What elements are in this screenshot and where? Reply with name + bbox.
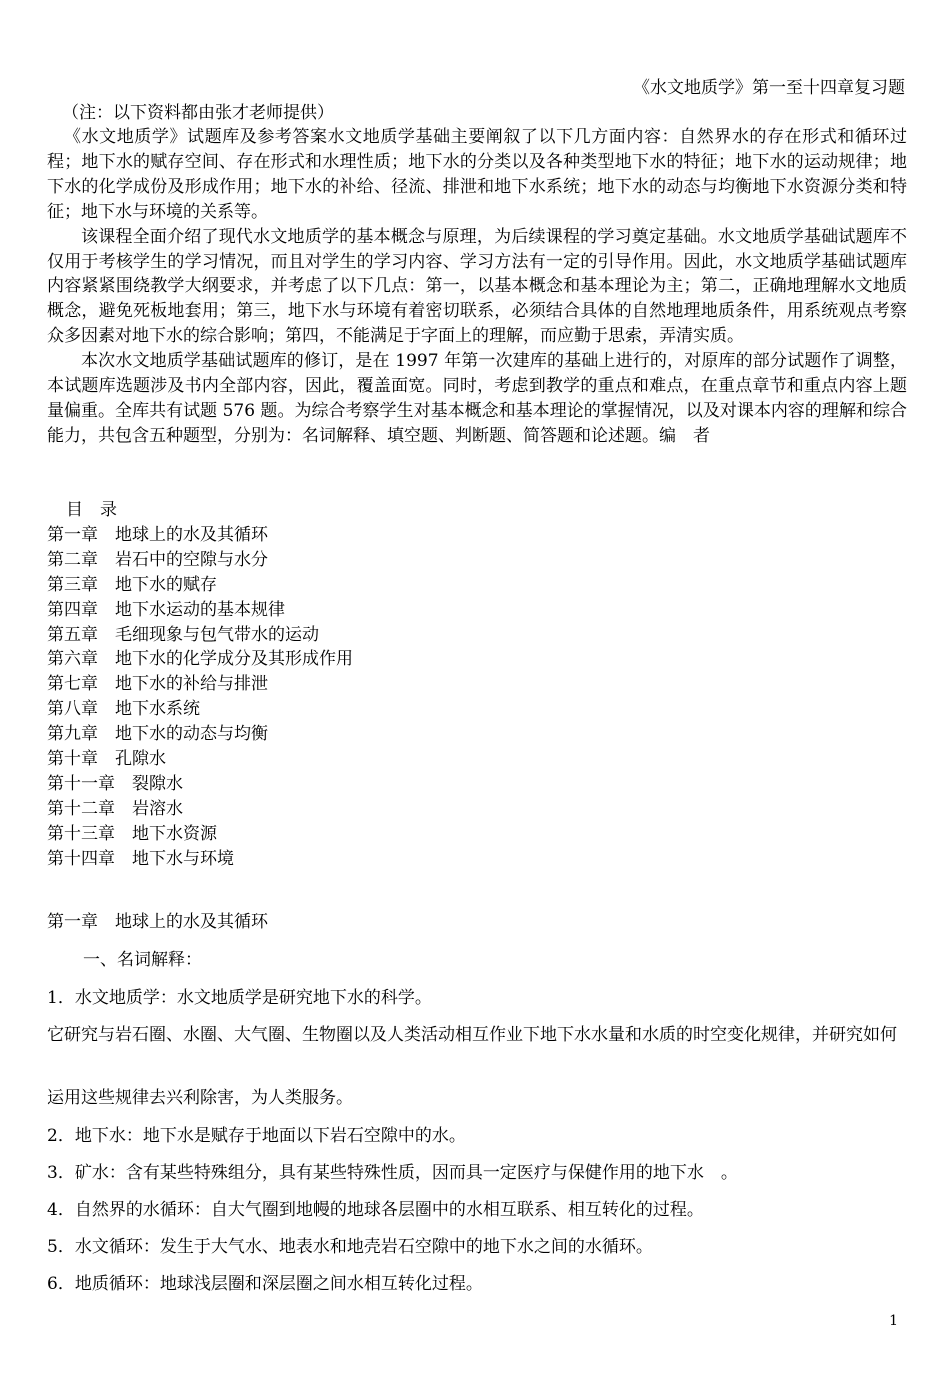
definition-item: 3．矿水：含有某些特殊组分，具有某些特殊性质，因而具一定医疗与保健作用的地下水 。	[47, 1163, 738, 1183]
definition-item: 1．水文地质学：水文地质学是研究地下水的科学。	[47, 988, 432, 1008]
toc-item: 第十一章 裂隙水	[47, 773, 183, 794]
toc-item: 第五章 毛细现象与包气带水的运动	[47, 624, 319, 645]
toc-item: 第二章 岩石中的空隙与水分	[47, 549, 268, 570]
page-number: 1	[889, 1313, 898, 1329]
intro-paragraph-1: 《水文地质学》试题库及参考答案水文地质学基础主要阐叙了以下几方面内容：自然界水的存在形式和循环过程；地下水的赋存空间、存在形式和水理性质；地下水的分类以及各种类型地下水的特征；地下水的运动规律；地下水的化学成份及形成作用；地下水的补给、径流、排泄和地下水系统；地下水的动态与均衡地下水资源分类和特征；地下水与环境的关系等。	[47, 127, 907, 222]
toc-item: 第十四章 地下水与环境	[47, 848, 234, 869]
toc-item: 第七章 地下水的补给与排泄	[47, 674, 268, 695]
toc-item: 第十二章 岩溶水	[47, 798, 183, 819]
intro-paragraph-3: 本次水文地质学基础试题库的修订，是在 1997 年第一次建库的基础上进行的，对原库的部分试题作了调整，本试题库选题涉及书内全部内容，因此，覆盖面宽。同时，考虑到教学的重点和难点，在重点章节和重点内容上题量偏重。全库共有试题 576 题。为综合考察学生对基本概念和基本理论的掌握情况，以及对课本内容的理解和综合能力，共包含五种题型，分别为：名词解释、填空题、判断题、简答题和论述题。编 者	[47, 351, 907, 446]
toc-item: 第八章 地下水系统	[47, 699, 200, 720]
definition-item: 5．水文循环：发生于大气水、地表水和地壳岩石空隙中的地下水之间的水循环。	[47, 1237, 653, 1257]
definition-item: 2．地下水：地下水是赋存于地面以下岩石空隙中的水。	[47, 1126, 466, 1146]
chapter-title: 第一章 地球上的水及其循环	[47, 912, 268, 932]
section-heading: 一、名词解释：	[83, 950, 202, 970]
toc-item: 第四章 地下水运动的基本规律	[47, 599, 285, 620]
table-of-contents	[47, 498, 353, 872]
definition-continuation: 运用这些规律去兴利除害，为人类服务。	[47, 1088, 353, 1108]
toc-item: 第十章 孔隙水	[47, 749, 166, 770]
document-title: 《水文地质学》第一至十四章复习题	[633, 78, 905, 98]
toc-item: 第九章 地下水的动态与均衡	[47, 724, 268, 745]
intro-section	[47, 125, 907, 449]
toc-item: 第十三章 地下水资源	[47, 823, 217, 844]
toc-item: 第六章 地下水的化学成分及其形成作用	[47, 649, 353, 670]
intro-paragraph-2: 该课程全面介绍了现代水文地质学的基本概念与原理，为后续课程的学习奠定基础。水文地质学基础试题库不仅用于考核学生的学习情况，而且对学生的学习内容、学习方法有一定的引导作用。因此，水文地质学基础试题库内容紧紧围绕教学大纲要求，并考虑了以下几点：第一，以基本概念和基本理论为主；第二，正确地理解水文地质概念，避免死板地套用；第三，地下水与环境有着密切联系，必须结合具体的自然地理地质条件，用系统观点考察众多因素对地下水的综合影响；第四，不能满足于字面上的理解，而应勤于思索，弄清实质。	[47, 226, 907, 347]
toc-item: 第一章 地球上的水及其循环	[47, 524, 268, 545]
definition-continuation: 它研究与岩石圈、水圈、大气圈、生物圈以及人类活动相互作业下地下水水量和水质的时空变化规律，并研究如何	[47, 1025, 897, 1045]
definition-item: 4．自然界的水循环：自大气圈到地幔的地球各层圈中的水相互联系、相互转化的过程。	[47, 1200, 704, 1220]
definition-item: 6．地质循环：地球浅层圈和深层圈之间水相互转化过程。	[47, 1274, 483, 1294]
source-note: （注：以下资料都由张才老师提供）	[62, 103, 334, 123]
toc-heading: 目 录	[66, 500, 117, 520]
toc-item: 第三章 地下水的赋存	[47, 574, 217, 595]
